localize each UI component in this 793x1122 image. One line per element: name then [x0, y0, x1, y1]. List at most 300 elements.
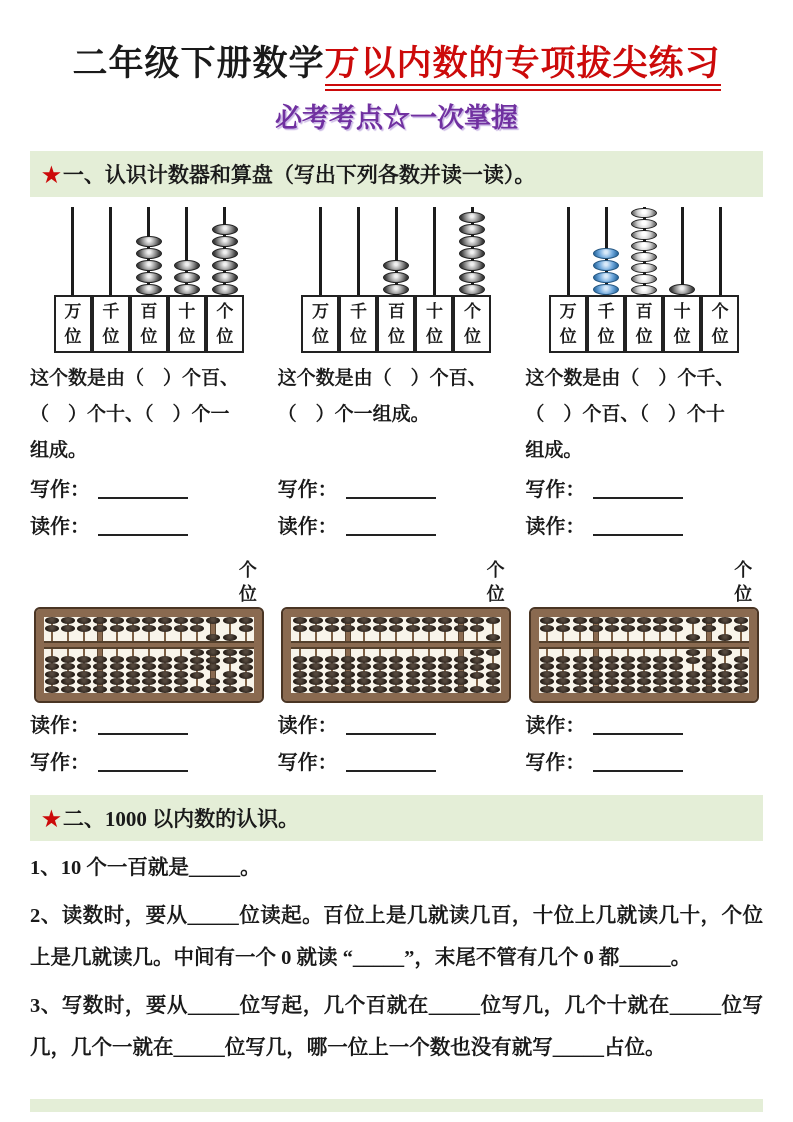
- abacus-bead: [223, 678, 237, 685]
- abacus-bead: [239, 625, 253, 632]
- read-line: [525, 705, 763, 742]
- abacus-bead: [293, 625, 307, 632]
- abacus-bead: [373, 617, 387, 624]
- abacus-bead: [422, 671, 436, 678]
- abacus-bead: [540, 686, 554, 693]
- abacus-bead: [556, 663, 570, 670]
- abacus-bead: [406, 656, 420, 663]
- write-label: 写作：: [30, 479, 90, 501]
- abacus-bead: [158, 656, 172, 663]
- abacus-bead: [734, 617, 748, 624]
- abacus-bead: [206, 617, 220, 624]
- abacus-bead: [621, 678, 635, 685]
- abacus-bead: [357, 686, 371, 693]
- ones-place-label: 个位: [486, 560, 505, 605]
- abacus-bead: [605, 663, 619, 670]
- abacus-bead: [422, 625, 436, 632]
- description-line: 这个数是由（ ）个千、: [525, 368, 735, 389]
- read-line: [30, 705, 268, 742]
- abacus-bead: [158, 617, 172, 624]
- place-label-cell: 十位: [663, 295, 701, 353]
- abacus-bead: [589, 678, 603, 685]
- abacus-bead: [406, 686, 420, 693]
- abacus-bead: [93, 617, 107, 624]
- place-label-cell: 万位: [549, 295, 587, 353]
- abacus-bead: [45, 671, 59, 678]
- answer-blank: [346, 476, 436, 499]
- bead: [459, 248, 485, 259]
- abacus-bead: [540, 656, 554, 663]
- abacus-bead: [470, 617, 484, 624]
- abacus-bead: [406, 625, 420, 632]
- abacus-bead: [556, 625, 570, 632]
- abacus-bead: [389, 663, 403, 670]
- abacus-bead: [686, 617, 700, 624]
- abacus-bead: [573, 663, 587, 670]
- abacus-bead: [573, 671, 587, 678]
- abacus-beam: [291, 641, 501, 649]
- abacus-bead: [341, 678, 355, 685]
- abacus-bead: [422, 617, 436, 624]
- abacus-beam: [44, 641, 254, 649]
- bead: [631, 208, 657, 218]
- bead: [212, 236, 238, 247]
- abacus-bead: [110, 617, 124, 624]
- abacus-bead: [45, 617, 59, 624]
- abacus-bead: [669, 625, 683, 632]
- bead: [174, 284, 200, 295]
- section1-header: [30, 151, 763, 197]
- counter-rod-百位: [130, 207, 168, 353]
- counter-rod-千位: [92, 207, 130, 353]
- abacus-bead: [126, 663, 140, 670]
- bead: [136, 248, 162, 259]
- abacus-bead: [142, 686, 156, 693]
- bead: [212, 260, 238, 271]
- abacus-bead: [702, 617, 716, 624]
- abacus-bead: [406, 678, 420, 685]
- abacus-bead: [190, 672, 204, 679]
- write-label: 写作：: [525, 752, 586, 774]
- bead: [136, 272, 162, 283]
- abacus-bead: [734, 663, 748, 670]
- abacus-bead: [470, 664, 484, 671]
- counter-rod-万位: [549, 207, 587, 353]
- abacus-bead: [718, 663, 732, 670]
- place-label-cell: 十位: [168, 295, 206, 353]
- abacus-bead: [669, 671, 683, 678]
- write-label: 写作：: [30, 752, 90, 774]
- abacus-bead: [239, 686, 253, 693]
- counters-row: [30, 201, 763, 543]
- abacus-bead: [653, 625, 667, 632]
- abacus-bead: [325, 686, 339, 693]
- answer-blank: [593, 476, 683, 499]
- read-label: 读作：: [30, 516, 90, 538]
- abacus-bead: [61, 663, 75, 670]
- abacus-bead: [93, 625, 107, 632]
- abacus-bead: [325, 663, 339, 670]
- abacus-bead: [325, 656, 339, 663]
- abacus-bead: [373, 663, 387, 670]
- place-label-cell: 千位: [92, 295, 130, 353]
- abacus-bead: [686, 634, 700, 641]
- abacus-bead: [61, 617, 75, 624]
- read-label: 读作：: [525, 715, 586, 737]
- place-label-cell: 千位: [587, 295, 625, 353]
- abacus-bead: [206, 678, 220, 685]
- abacus-bead: [422, 686, 436, 693]
- abacus-bead: [239, 672, 253, 679]
- bead: [383, 284, 409, 295]
- abacus-bead: [486, 686, 500, 693]
- abacus-bead: [223, 634, 237, 641]
- rod: [109, 207, 112, 295]
- counter-description-3: [525, 361, 763, 469]
- bead: [459, 284, 485, 295]
- abacus-bead: [190, 625, 204, 632]
- abacus-bead: [718, 634, 732, 641]
- abacus-bead: [61, 625, 75, 632]
- counter-rod-万位: [54, 207, 92, 353]
- abacus-bead: [589, 625, 603, 632]
- bead: [459, 236, 485, 247]
- write-label: 写作：: [277, 752, 338, 774]
- abacus-bead: [93, 678, 107, 685]
- abacus-bead: [174, 625, 188, 632]
- answer-blank: [593, 749, 683, 772]
- abacus-bead: [438, 617, 452, 624]
- counter-rod-千位: [587, 207, 625, 353]
- description-line: [278, 433, 516, 469]
- abacus-bead: [573, 617, 587, 624]
- abacus-bead: [718, 649, 732, 656]
- abacus-bead: [589, 656, 603, 663]
- abacus-bead: [389, 656, 403, 663]
- abacus-bead: [93, 686, 107, 693]
- abacus-bead: [734, 656, 748, 663]
- place-label-cell: 个位: [701, 295, 739, 353]
- abacus-bead: [389, 686, 403, 693]
- abacus-bead: [389, 678, 403, 685]
- abacus-bead: [77, 656, 91, 663]
- abacus-bead: [406, 617, 420, 624]
- abacus-bead: [45, 686, 59, 693]
- abacus-3: [531, 609, 757, 701]
- abacus-bead: [556, 617, 570, 624]
- abacus-bead: [686, 657, 700, 664]
- abacus-bead: [325, 671, 339, 678]
- abacus-bead: [621, 663, 635, 670]
- rod: [567, 207, 570, 295]
- abacus-bead: [357, 625, 371, 632]
- abacus-bead: [126, 625, 140, 632]
- abacus-bead: [223, 686, 237, 693]
- abacus-bead: [93, 671, 107, 678]
- abacus-bead: [223, 671, 237, 678]
- bead: [136, 284, 162, 295]
- abacus-bead: [293, 678, 307, 685]
- abacus-bead: [637, 625, 651, 632]
- abacus-bead: [239, 617, 253, 624]
- abacus-bead: [110, 625, 124, 632]
- bead: [593, 260, 619, 271]
- bead: [593, 284, 619, 295]
- abacus-bead: [470, 657, 484, 664]
- abacus-bead: [373, 656, 387, 663]
- abacus-bead: [158, 663, 172, 670]
- abacus-bead: [556, 656, 570, 663]
- abacus-bead: [239, 649, 253, 656]
- abacus-bead: [325, 678, 339, 685]
- abacus-bead: [293, 686, 307, 693]
- abacus-bead: [589, 663, 603, 670]
- abacus-bead: [174, 671, 188, 678]
- rod: [71, 207, 74, 295]
- title-black-part: 二年级下册数学: [72, 44, 325, 83]
- abacus-bead: [486, 671, 500, 678]
- write-line: [525, 469, 763, 506]
- place-label-cell: 万位: [301, 295, 339, 353]
- abacus-bead: [389, 671, 403, 678]
- abacus-1: [36, 609, 262, 701]
- bead: [212, 248, 238, 259]
- abacus-bead: [637, 656, 651, 663]
- abacus-bead: [190, 649, 204, 656]
- abacus-bead: [190, 686, 204, 693]
- abacus-bead: [589, 671, 603, 678]
- abacus-bead: [637, 617, 651, 624]
- write-line: [30, 742, 268, 779]
- abacus-bead: [605, 625, 619, 632]
- abacus-bead: [77, 678, 91, 685]
- abacus-bead: [206, 657, 220, 664]
- abacus-bead: [293, 656, 307, 663]
- abacus-bead: [653, 678, 667, 685]
- abacus-bead: [605, 686, 619, 693]
- abacus-bead: [174, 663, 188, 670]
- abacus-bead: [422, 656, 436, 663]
- answer-blank: [98, 513, 188, 536]
- abacus-bead: [61, 656, 75, 663]
- ones-place-label: 个位: [238, 560, 257, 605]
- description-line: （ ）个十、（ ）个一: [30, 404, 230, 425]
- abacus-bead: [486, 649, 500, 656]
- abacus-wrap: [283, 560, 509, 701]
- read-label: 读作：: [525, 516, 586, 538]
- title-red-part: 万以内数的专项拔尖练习: [325, 44, 721, 91]
- abacus-bead: [637, 686, 651, 693]
- section2-header: [30, 795, 763, 841]
- bead: [136, 236, 162, 247]
- abacus-bead: [438, 686, 452, 693]
- star-icon: ★: [42, 163, 61, 187]
- abacus-column-3: [525, 557, 763, 779]
- abacus-bead: [174, 678, 188, 685]
- abacus-bead: [239, 657, 253, 664]
- abacus-bead: [190, 657, 204, 664]
- abacus-bead: [158, 625, 172, 632]
- bead: [136, 260, 162, 271]
- abacus-bead: [357, 656, 371, 663]
- abacus-bead: [438, 678, 452, 685]
- answer-blank: [593, 712, 683, 735]
- abacus-bead: [45, 656, 59, 663]
- place-value-counter-1: [30, 207, 268, 353]
- abacus-bead: [77, 671, 91, 678]
- abacus-bead: [573, 678, 587, 685]
- abacus-bead: [126, 678, 140, 685]
- abacus-bead: [341, 663, 355, 670]
- abacus-bead: [621, 617, 635, 624]
- answer-blank: [346, 712, 436, 735]
- abacus-wrap: [36, 560, 262, 701]
- bead: [174, 260, 200, 271]
- counter-rod-十位: [168, 207, 206, 353]
- counter-rod-十位: [415, 207, 453, 353]
- ones-place-label: 个位: [734, 560, 753, 605]
- abacus-bead: [702, 678, 716, 685]
- write-line: [278, 469, 516, 506]
- abacus-bead: [653, 663, 667, 670]
- abacus-bead: [206, 664, 220, 671]
- abacus-bead: [158, 686, 172, 693]
- abacus-bead: [621, 625, 635, 632]
- abacus-bead: [470, 672, 484, 679]
- abacus-bead: [718, 678, 732, 685]
- abacus-bead: [669, 617, 683, 624]
- rod: [433, 207, 436, 295]
- abacus-bead: [325, 617, 339, 624]
- bead: [631, 252, 657, 262]
- read-line: [525, 506, 763, 543]
- abacus-bead: [45, 678, 59, 685]
- abacus-bead: [438, 671, 452, 678]
- counter-rod-百位: [625, 207, 663, 353]
- abacus-bead: [293, 617, 307, 624]
- abacus-bead: [142, 663, 156, 670]
- place-label-cell: 百位: [130, 295, 168, 353]
- abacus-bead: [341, 617, 355, 624]
- bead: [631, 274, 657, 284]
- abacus-bead: [309, 686, 323, 693]
- abacus-bead: [110, 671, 124, 678]
- bead: [459, 260, 485, 271]
- abacus-bead: [373, 678, 387, 685]
- abacus-bead: [45, 663, 59, 670]
- abacus-bead: [158, 671, 172, 678]
- abacus-column-2: [278, 557, 516, 779]
- abacus-bead: [341, 656, 355, 663]
- abacus-bead: [190, 617, 204, 624]
- abacus-bead: [454, 656, 468, 663]
- abacus-bead: [77, 686, 91, 693]
- abacus-bead: [486, 663, 500, 670]
- abacus-bead: [293, 671, 307, 678]
- abacus-bead: [454, 678, 468, 685]
- counter-rod-个位: [453, 207, 491, 353]
- abacus-bead: [573, 625, 587, 632]
- abacus-bead: [77, 663, 91, 670]
- abacus-bead: [556, 678, 570, 685]
- abacus-bead: [702, 656, 716, 663]
- abacus-bead: [669, 678, 683, 685]
- question-2: 2、读数时，要从_____位读起。百位上是几就读几百，十位上几就读几十，个位上是几就读几。中间有一个 0 就读 “_____”，末尾不管有几个 0 都_____。: [30, 905, 763, 970]
- question-3: 3、写数时，要从_____位写起，几个百就在_____位写几，几个十就在_____位写几，几个一就在_____位写几，哪一位上一个数也没有就写_____占位。: [30, 995, 763, 1060]
- abacus-bead: [718, 617, 732, 624]
- abacus-bead: [686, 649, 700, 656]
- abacus-bead: [454, 663, 468, 670]
- abacus-bead: [389, 617, 403, 624]
- abacus-bead: [206, 686, 220, 693]
- answer-blank: [98, 712, 188, 735]
- abacus-bead: [486, 617, 500, 624]
- abacus-bead: [93, 663, 107, 670]
- abacus-bead: [718, 686, 732, 693]
- write-label: 写作：: [525, 479, 586, 501]
- answer-blank: [346, 749, 436, 772]
- bead: [212, 272, 238, 283]
- place-label-cell: 百位: [377, 295, 415, 353]
- write-line: [525, 742, 763, 779]
- place-label-cell: 个位: [206, 295, 244, 353]
- answer-blank: [98, 749, 188, 772]
- bead: [459, 212, 485, 223]
- abacus-bead: [422, 678, 436, 685]
- abacus-bead: [142, 656, 156, 663]
- abacus-bead: [45, 625, 59, 632]
- page-title: [30, 36, 763, 86]
- abacus-bead: [174, 656, 188, 663]
- abacus-bead: [357, 663, 371, 670]
- counter-column-1: [30, 201, 268, 543]
- bead: [593, 272, 619, 283]
- abacus-bead: [718, 671, 732, 678]
- abacus-bead: [389, 625, 403, 632]
- counter-rod-百位: [377, 207, 415, 353]
- abacus-bead: [589, 617, 603, 624]
- abacus-bead: [406, 671, 420, 678]
- abacus-bead: [373, 671, 387, 678]
- rod: [681, 207, 684, 295]
- description-line: 这个数是由（ ）个百、: [30, 368, 240, 389]
- counter-column-3: [525, 201, 763, 543]
- bead: [631, 230, 657, 240]
- abacus-bead: [573, 686, 587, 693]
- read-label: 读作：: [277, 715, 338, 737]
- abacus-bead: [470, 686, 484, 693]
- place-label-cell: 千位: [339, 295, 377, 353]
- read-label: 读作：: [30, 715, 90, 737]
- abacus-bead: [540, 671, 554, 678]
- bead: [631, 285, 657, 295]
- abacus-bead: [142, 617, 156, 624]
- abacus-bead: [341, 671, 355, 678]
- bead: [212, 284, 238, 295]
- abacus-bead: [309, 625, 323, 632]
- abacus-bead: [637, 663, 651, 670]
- abacus-bead: [341, 686, 355, 693]
- abacus-bead: [142, 671, 156, 678]
- write-line: [30, 469, 268, 506]
- place-value-counter-3: [525, 207, 763, 353]
- abacus-bead: [669, 656, 683, 663]
- abacus-bead: [93, 656, 107, 663]
- abacus-bead: [126, 671, 140, 678]
- abacus-bead: [174, 617, 188, 624]
- bead: [459, 224, 485, 235]
- read-line: [278, 705, 516, 742]
